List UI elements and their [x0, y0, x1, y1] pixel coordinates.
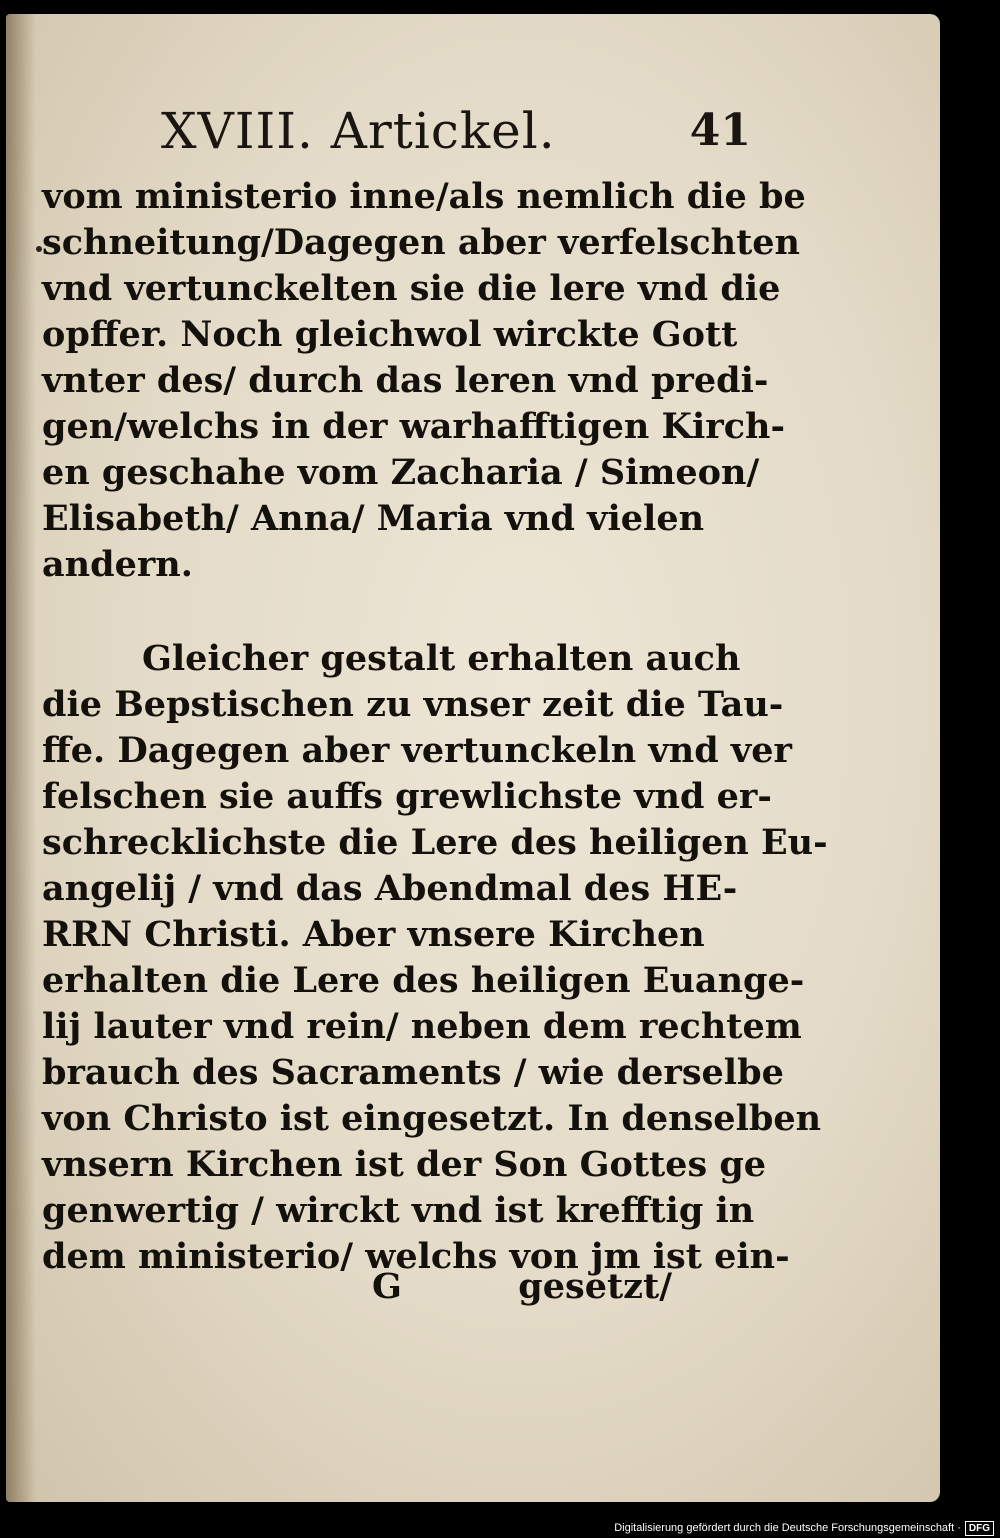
- text-line: vnsern Kirchen ist der Son Gottes ge: [42, 1144, 767, 1185]
- text-line: gen/welchs in der warhafftigen Kirch-: [42, 406, 785, 447]
- text-line: Elisabeth/ Anna/ Maria vnd vielen: [42, 498, 705, 539]
- folio-number: 41: [689, 105, 751, 156]
- text-line: vnter des/ durch das leren vnd predi-: [42, 360, 769, 401]
- text-line: von Christo ist eingesetzt. In denselben: [42, 1098, 822, 1139]
- text-line: vom ministerio inne/als nemlich die be: [42, 176, 806, 217]
- text-line: angelij / vnd das Abendmal des HE-: [42, 868, 738, 909]
- text-line: RRN Christi. Aber vnsere Kirchen: [42, 914, 705, 955]
- text-line: Gleicher gestalt erhalten auch: [142, 638, 741, 679]
- book-page: [6, 14, 940, 1502]
- text-line: erhalten die Lere des heiligen Euange-: [42, 960, 805, 1001]
- body-text: [42, 174, 828, 1280]
- text-line: vnd vertunckelten sie die lere vnd die: [42, 268, 781, 309]
- text-line: opffer. Noch gleichwol wirckte Gott: [42, 314, 738, 355]
- text-line: andern.: [42, 544, 193, 585]
- text-line: schneitung/Dagegen aber verfelschten: [42, 222, 800, 263]
- text-line: schrecklichste die Lere des heiligen Eu-: [42, 822, 828, 863]
- page-foot-line: [42, 1264, 672, 1310]
- text-line: felschen sie auffs grewlichste vnd er-: [42, 776, 772, 817]
- text-line: lij lauter vnd rein/ neben dem rechtem: [42, 1006, 802, 1047]
- dfg-logo: DFG: [965, 1521, 994, 1536]
- signature-mark: G: [372, 1266, 402, 1307]
- catchword: gesetzt/: [518, 1266, 672, 1307]
- text-line: ffe. Dagegen aber vertunckeln vnd ver: [42, 730, 792, 771]
- page-header: [161, 96, 751, 166]
- text-line: die Bepstischen zu vnser zeit die Tau-: [42, 684, 784, 725]
- running-title: XVIII. Artickel.: [161, 102, 556, 160]
- digitization-credit: [614, 1518, 994, 1538]
- text-line: dem ministerio/ welchs von jm ist ein-: [42, 1236, 790, 1277]
- credit-text: Digitalisierung gefördert durch die Deutsche Forschungsgemeinschaft ·: [614, 1522, 961, 1534]
- text-line: brauch des Sacraments / wie derselbe: [42, 1052, 784, 1093]
- paragraph-gap: [42, 588, 672, 636]
- text-line: en geschahe vom Zacharia / Simeon/: [42, 452, 760, 493]
- text-line: genwertig / wirckt vnd ist krefftig in: [42, 1190, 755, 1231]
